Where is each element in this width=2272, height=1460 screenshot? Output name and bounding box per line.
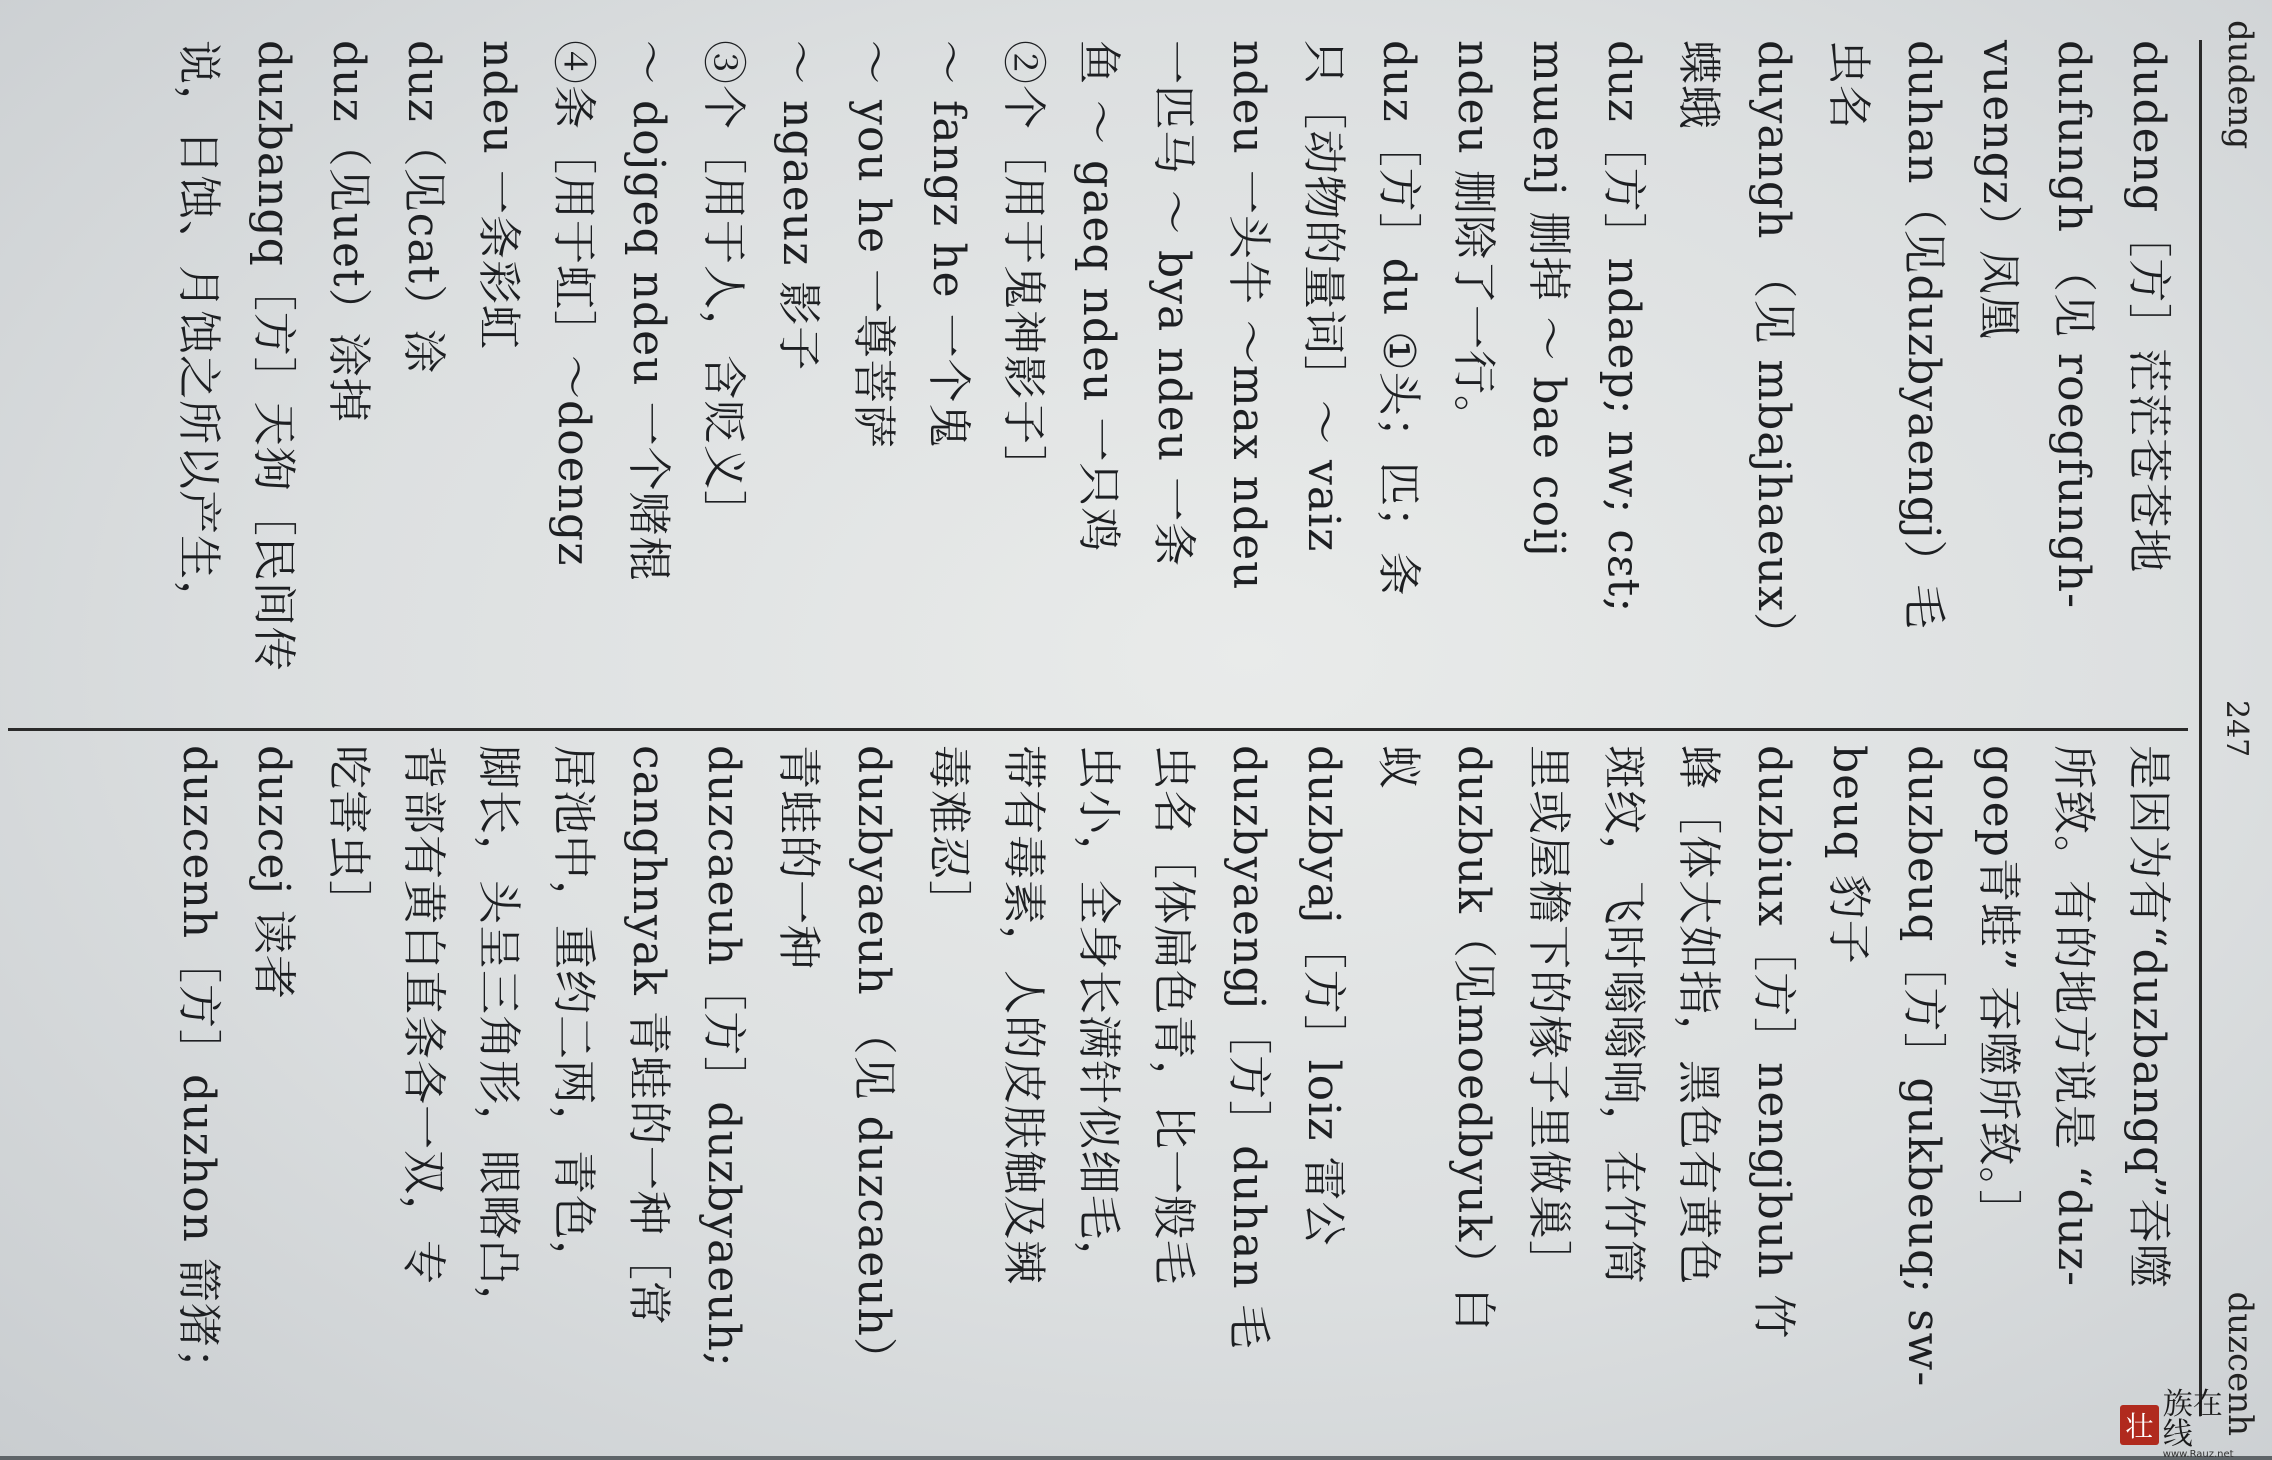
entry-line: 带有毒素，人的皮肤触及辣 (998, 745, 1049, 1285)
entry-line: 虫名［体扁色青，比一般毛 (1148, 745, 1199, 1285)
entry-line: 虫小，全身长满针似细毛， (1073, 745, 1124, 1285)
entry-line: ～ ngaeuz 影子 (773, 40, 824, 372)
entry-line: 是因为有“duzbangq”吞噬 (2123, 745, 2174, 1289)
entry-line: 脚长，头呈三角形，眼略凸， (473, 745, 524, 1330)
entry-line: ndeu 删除了一行。 (1448, 40, 1499, 440)
entry-line: duzbangq［方］天狗［民间传 (248, 40, 299, 672)
entry-line: ～ you he 一尊菩萨 (848, 40, 899, 450)
entry-line: 居池中，重约二两，青色， (548, 745, 599, 1285)
entry-line: duzcenh［方］duzhon 箭猪； (173, 745, 224, 1393)
running-head-left: dudeng (2220, 20, 2260, 150)
entry-line: duzbuk（见moedbyuk）白 (1448, 745, 1499, 1333)
watermark-text: 族在线 (2162, 1387, 2223, 1452)
entry-line: duzbeuq［方］gukbeuq; sw- (1898, 745, 1949, 1388)
entry-line: 毒难忍］ (923, 745, 974, 925)
entry-line: 蝶蛾 (1673, 40, 1724, 130)
right-column (6, 745, 2186, 1435)
entry-line: 只［动物的量词］～ vaiz (1298, 40, 1349, 553)
entry-line: ndeu 一头牛 ～max ndeu (1223, 40, 1274, 591)
entry-line: 青蛙的一种 (773, 745, 824, 970)
entry-line: vuengz）凤凰 (1973, 40, 2024, 340)
entry-line: ndeu 一条彩虹 (473, 40, 524, 350)
entry-line: canghnyak 青蛙的一种［常 (623, 745, 674, 1326)
site-watermark (2120, 1387, 2250, 1460)
entry-line: duyangh （见 mbajhaeux） (1748, 40, 1799, 657)
entry-line: duzbiux［方］nengjbuh 竹 (1748, 745, 1799, 1340)
entry-line: 说，日蚀、月蚀之所以产生， (173, 40, 224, 625)
entry-line: duzbyaj［方］loiz 雷公 (1298, 745, 1349, 1247)
header-rule (2199, 40, 2202, 1416)
entry-line: ④条［用于虹］～doengz (548, 40, 599, 567)
entry-line: 蚁 (1373, 745, 1424, 790)
left-column (6, 40, 2186, 720)
entry-line: duz（见cat）涂 (398, 40, 449, 375)
entry-line: 斑纹，飞时嗡嗡响，在竹筒 (1598, 745, 1649, 1285)
entry-line: ～ dojgeq ndeu 一个赌棍 (623, 40, 674, 582)
entry-line: duzbyaeuh （见 duzcaeuh） (848, 745, 899, 1382)
entry-line: 一匹马 ～ bya ndeu 一条 (1148, 40, 1199, 568)
entry-line: 背部有黄白直条各一双，专 (398, 745, 449, 1285)
page-number: 247 (2219, 700, 2254, 758)
entry-line: 鱼 ～ gaeq ndeu 一只鸡 (1073, 40, 1124, 553)
entry-line: 蜂［体大如指，黑色有黄色 (1673, 745, 1724, 1285)
entry-line: 虫名 (1823, 40, 1874, 130)
watermark-url: www.Rauz.net (2162, 1449, 2234, 1460)
entry-line: 所致。有的地方说是 “duz- (2048, 745, 2099, 1288)
entry-line: duz［方］ndaep; nw; cɛt; (1598, 40, 1649, 614)
entry-line: dufungh （见 roegfungh- (2048, 40, 2099, 610)
entry-line: mɯenj 删掉 ～ bae coij (1523, 40, 1574, 558)
watermark-seal-icon: 壮 (2120, 1405, 2159, 1445)
entry-line: goep青蛙” 吞噬所致。］ (1973, 745, 2024, 1235)
entry-line: dudeng［方］茫茫苍苍地 (2123, 40, 2174, 574)
entry-line: 吃害虫］ (323, 745, 374, 925)
entry-line: 里或屋檐下的椽子里做巢］ (1523, 745, 1574, 1285)
column-divider (8, 728, 2188, 731)
entry-line: ③个［用于人，含贬义］ (698, 40, 749, 535)
entry-line: duzbyaengj［方］duhan 毛 (1223, 745, 1274, 1350)
entry-line: duz［方］du ①头；匹；条 (1373, 40, 1424, 597)
entry-line: duhan（见duzbyaengj）毛 (1898, 40, 1949, 630)
entry-line: duzcaeuh［方］duzbyaeuh; (698, 745, 749, 1368)
entry-line: beuq 豹子 (1823, 745, 1874, 965)
entry-line: duzcej 读者 (248, 745, 299, 1000)
entry-line: ～ fangz he 一个鬼 (923, 40, 974, 449)
running-head-right: duzcenh (2220, 1291, 2260, 1436)
entry-line: ②个［用于鬼神影子］ (998, 40, 1049, 490)
entry-line: duz（见uet）涂掉 (323, 40, 374, 423)
